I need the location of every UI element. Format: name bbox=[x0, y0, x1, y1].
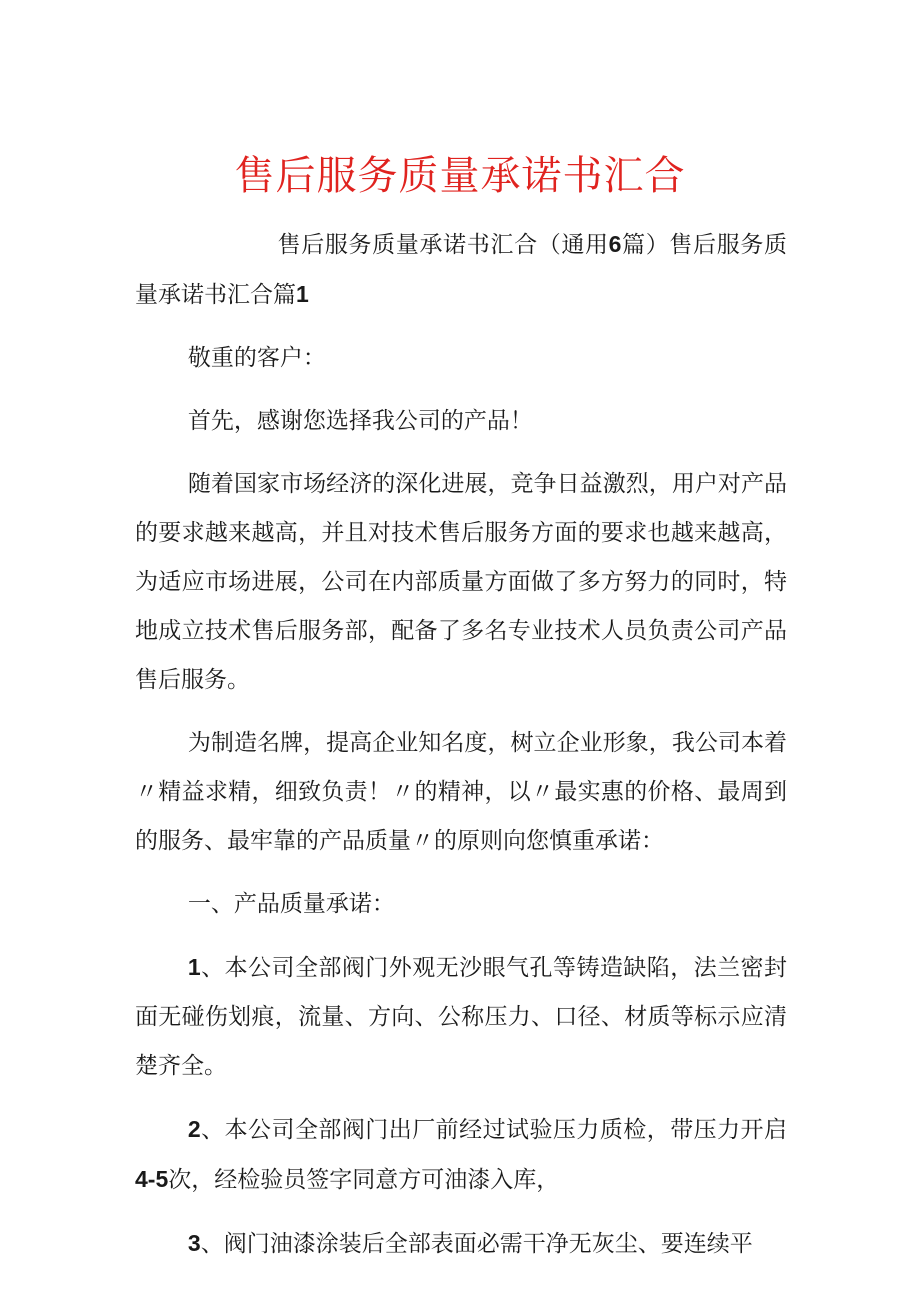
intro-text-a: 售后服务质量承诺书汇合（通用 bbox=[277, 232, 609, 258]
list-item-text: 、本公司全部阀门外观无沙眼气孔等铸造缺陷，法兰密封面无碰伤划痕，流量、方向、公称压力、口径、材质等标示应清楚齐全。 bbox=[135, 955, 787, 1079]
list-item-text-b: 次，经检验员签字同意方可油漆入库， bbox=[168, 1167, 560, 1193]
intro-count: 6 bbox=[608, 231, 622, 257]
list-item-text-a: 、本公司全部阀门出厂前经过试验压力质检，带压力开启 bbox=[200, 1117, 787, 1143]
list-item-number: 3 bbox=[187, 1230, 201, 1256]
intro-text-b: 篇）售后服务质量承诺书汇合篇 bbox=[135, 232, 788, 308]
greeting: 敬重的客户： bbox=[187, 345, 326, 371]
commitment-paragraph: 为制造名牌，提高企业知名度，树立企业形象，我公司本着〃精益求精，细致负责！〃的精神，以〃最实惠的价格、最周到的服务、最牢靠的产品质量〃的原则向您慎重承诺： bbox=[135, 730, 787, 854]
thanks-paragraph: 首先，感谢您选择我公司的产品！ bbox=[187, 408, 533, 434]
background-paragraph: 随着国家市场经济的深化进展，竞争日益激烈，用户对产品的要求越来越高，并且对技术售后服务方面的要求也越来越高，为适应市场进展，公司在内部质量方面做了多方努力的同时，特地成立技术售后服务部，配备了多名专业技术人员负责公司产品售后服务。 bbox=[135, 471, 787, 693]
list-item-text: 、阀门油漆涂装后全部表面必需干净无灰尘、要连续平 bbox=[200, 1231, 753, 1257]
open-count-range: 4-5 bbox=[135, 1166, 169, 1192]
intro-section-number: 1 bbox=[296, 281, 309, 307]
intro-paragraph bbox=[135, 220, 787, 320]
document-title: 售后服务质量承诺书汇合 bbox=[234, 153, 686, 199]
document-body bbox=[135, 220, 787, 1283]
list-item-3 bbox=[135, 1219, 787, 1269]
list-item-number: 1 bbox=[187, 954, 201, 980]
list-item-number: 2 bbox=[187, 1116, 201, 1142]
list-item-2 bbox=[135, 1105, 787, 1205]
list-item-1 bbox=[135, 943, 787, 1091]
section-heading-quality: 一、产品质量承诺： bbox=[187, 891, 395, 917]
